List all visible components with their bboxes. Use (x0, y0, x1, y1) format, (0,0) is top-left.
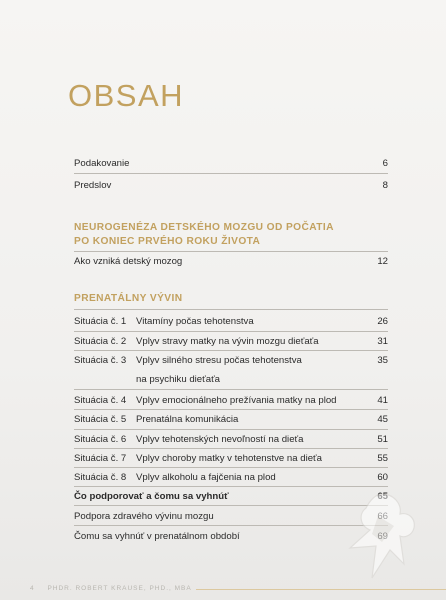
divider (74, 173, 388, 174)
divider (74, 409, 388, 410)
situation-title: Vplyv silného stresu počas tehotenstva (136, 355, 302, 366)
toc-entry-label: Predslov (74, 180, 112, 191)
toc-situation-5 (74, 412, 388, 428)
situation-label: Situácia č. 3 (74, 355, 127, 366)
toc-situation-3-continued (74, 372, 388, 388)
toc-entry-page: 60 (377, 472, 388, 483)
divider (74, 467, 388, 468)
footer-rule (196, 589, 446, 590)
situation-title: Vplyv stravy matky na vývin mozgu dieťaťa (136, 336, 319, 347)
divider (74, 309, 388, 310)
divider (74, 350, 388, 351)
toc-entry-label: Čomu sa vyhnúť v prenatálnom období (74, 531, 240, 542)
situation-label: Situácia č. 4 (74, 395, 127, 406)
toc-entry-label: Podakovanie (74, 158, 130, 169)
toc-situation-8 (74, 470, 388, 486)
situation-label: Situácia č. 1 (74, 316, 127, 327)
toc-entry-label: Podpora zdravého vývinu mozgu (74, 511, 214, 522)
toc-entry-label: Ako vzniká detský mozog (74, 256, 183, 267)
toc-entry (74, 509, 388, 525)
situation-title: Prenatálna komunikácia (136, 414, 239, 425)
divider (74, 251, 388, 252)
divider (74, 389, 388, 390)
toc-entry-label: Čo podporovať a čomu sa vyhnúť (74, 491, 229, 502)
toc-entry-page: 8 (382, 180, 388, 191)
situation-title: Vitamíny počas tehotenstva (136, 316, 254, 327)
toc-entry-page: 26 (377, 316, 388, 327)
toc-entry-page: 41 (377, 395, 388, 406)
page-number: 4 (30, 585, 35, 592)
divider (74, 448, 388, 449)
toc-entry-page: 31 (377, 336, 388, 347)
page-footer (30, 585, 192, 592)
toc-entry-page: 45 (377, 414, 388, 425)
situation-title-continued: na psychiku dieťaťa (136, 374, 220, 385)
toc-situation-6 (74, 432, 388, 448)
situation-title: Vplyv choroby matky v tehotenstve na dieťa (136, 453, 322, 464)
toc-situation-7 (74, 451, 388, 467)
divider (74, 331, 388, 332)
situation-label: Situácia č. 5 (74, 414, 127, 425)
divider (74, 505, 388, 506)
toc-entry (74, 529, 388, 545)
page-title: OBSAH (68, 78, 185, 113)
section-heading-line2: PO KONIEC PRVÉHO ROKU ŽIVOTA (74, 236, 261, 247)
situation-title: Vplyv tehotenských nevoľností na dieťa (136, 434, 304, 445)
toc-entry-page: 35 (377, 355, 388, 366)
section-heading-line1: NEUROGENÉZA DETSKÉHO MOZGU OD POČATIA (74, 222, 334, 233)
toc-entry-page: 6 (382, 158, 388, 169)
toc-situation-2 (74, 334, 388, 350)
watermark-logo-icon (342, 486, 418, 582)
situation-label: Situácia č. 7 (74, 453, 127, 464)
divider (74, 525, 388, 526)
toc-entry-preface (74, 178, 388, 194)
situation-title: Vplyv emocionálneho prežívania matky na plod (136, 395, 337, 406)
situation-title: Vplyv alkoholu a fajčenia na plod (136, 472, 276, 483)
toc-entry (74, 254, 388, 270)
toc-situation-4 (74, 393, 388, 409)
section-heading: PRENATÁLNY VÝVIN (74, 293, 183, 304)
footer-author: PHDR. ROBERT KRAUSE, PHD., MBA (47, 585, 192, 592)
toc-entry-page: 55 (377, 453, 388, 464)
toc-situation-1 (74, 314, 388, 330)
toc-entry-page: 12 (377, 256, 388, 267)
situation-label: Situácia č. 8 (74, 472, 127, 483)
toc-entry-page: 51 (377, 434, 388, 445)
divider (74, 429, 388, 430)
toc-entry-summary (74, 489, 388, 505)
toc-entry-acknowledgements (74, 156, 388, 172)
situation-label: Situácia č. 2 (74, 336, 127, 347)
toc-situation-3 (74, 353, 388, 369)
situation-label: Situácia č. 6 (74, 434, 127, 445)
divider (74, 486, 388, 487)
